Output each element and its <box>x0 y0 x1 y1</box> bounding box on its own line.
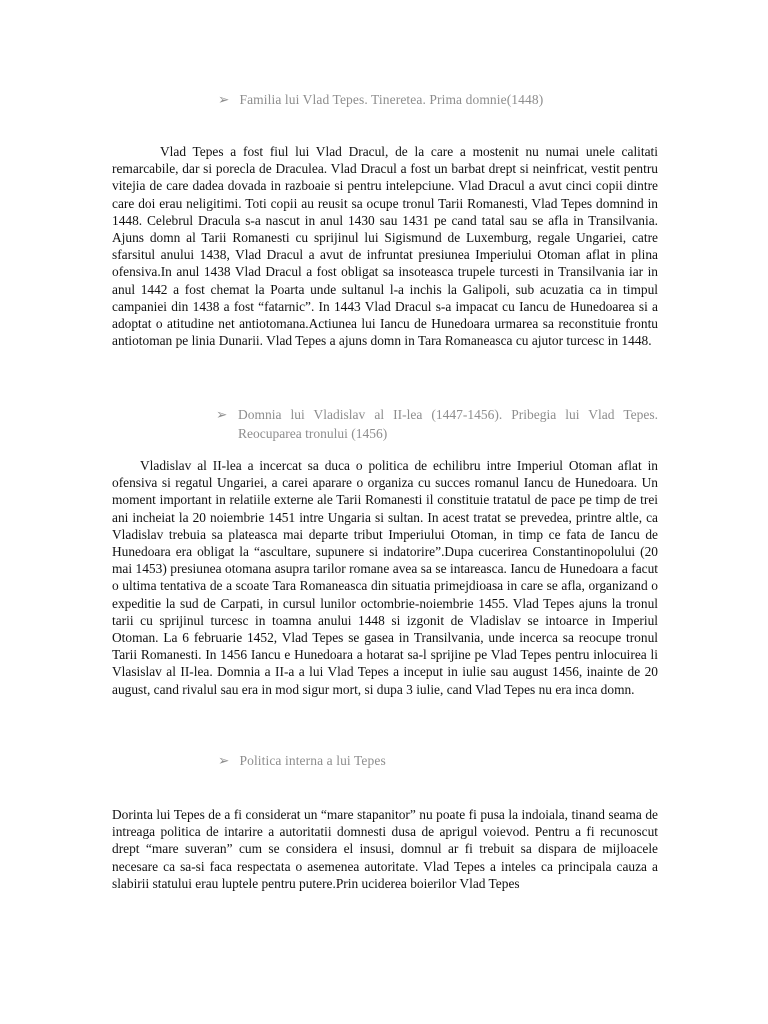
section-heading-3-text: Politica interna a lui Tepes <box>239 753 386 768</box>
paragraph-1: Vlad Tepes a fost fiul lui Vlad Dracul, de la care a mostenit nu numai unele calitati remarcabile, dar si porecla de Draculea. Vlad Dracul a fost un barbat drept si neinfricat, vestit pentru vitejia de care dadea dovada in razboaie si pentru intelepciune. Vlad Dracul a avut cinci copii dintre care doi erau neligitimi. Toti copii au reusit sa ocupe tronul Tarii Romanesti, Vlad Tepes domnind in 1448. Celebrul Dracula s-a nascut in anul 1430 sau 1431 pe cand tatal sau se afla in Transilvania. Ajuns domn al Tarii Romanesti cu sprijinul lui Sigismund de Luxemburg, regale Ungariei, catre sfarsitul anului 1438, Vlad Dracul a avut de infruntat presiunea Imperiului Otoman aflat in plina ofensiva.In anul 1438 Vlad Dracul a fost obligat sa insoteasca trupele turcesti in Transilvania iar in anul 1442 a fost chemat la Poarta unde sultanul l-a inchis la Galipoli, sub acuzatia ca in timpul campaniei din 1438 a fost “fatarnic”. In 1443 Vlad Dracul s-a impacat cu Iancu de Hunedoarea si a adoptat o atitudine net antiotomana.Actiunea lui Iancu de Hunedoara urmarea sa reconstituie frontu antiotoman pe linia Dunarii. Vlad Tepes a ajuns domn in Tara Romaneasca cu ajutor turcesc in 1448. <box>112 144 658 349</box>
paragraph-2: Vladislav al II-lea a incercat sa duca o politica de echilibru intre Imperiul Otoman aflat in ofensiva si regatul Ungariei, a carei aparare o organiza cu succes romanul Iancu de Hunedoara. Un moment important in relatiile externe ale Tarii Romanesti il constituie tratatul de pace pe timp de trei ani incheiat la 20 noiembrie 1451 intre Ungaria si sultan. In acest tratat se prevedea, printre altle, ca Vladislav trebuia sa plateasca mai departe tribut Imperiului Otoman, in timp ce fata de Iancu de Hunedoara era obligat la “ascultare, supunere si indatorire”.Dupa cucerirea Constantinopolului (20 mai 1453) presiunea otomana asupra tarilor romane avea sa se intareasca. Iancu de Hunedoara a facut o ultima tentativa de a scoate Tara Romaneasca din situatia primejdioasa in care se afla, organizand o expeditie la sud de Carpati, in cursul lunilor octombrie-noiembrie 1455. Vlad Tepes ajuns la tronul tarii cu sprijinul turcesc in toamna anului 1448 si izgonit de Vladislav se intoarce in Imperiul Otoman. La 6 februarie 1452, Vlad Tepes se gasea in Transilvania, unde incerca sa reocupe tronul Tarii Romanesti. In 1456 Iancu e Hunedoara a hotarat sa-l sprijine pe Vlad Tepes pentru inlocuirea li Vlasislav al II-lea. Domnia a II-a a lui Vlad Tepes a inceput in iulie sau august 1456, inainte de 20 august, cand rivalul sau era in mod sigur mort, si dupa 3 iulie, cand Vlad Tepes nu era inca domn. <box>112 458 658 697</box>
arrowhead-bullet-icon: ➢ <box>218 753 230 768</box>
section-heading-3 <box>218 753 386 769</box>
section-heading-2 <box>216 405 658 443</box>
arrowhead-bullet-icon: ➢ <box>218 92 230 107</box>
section-heading-1 <box>218 92 543 108</box>
arrowhead-bullet-icon: ➢ <box>216 407 228 422</box>
section-heading-2-text: Domnia lui Vladislav al II-lea (1447-1456). Pribegia lui Vlad Tepes. Reocuparea tronului (1456) <box>238 407 658 441</box>
paragraph-3: Dorinta lui Tepes de a fi considerat un “mare stapanitor” nu poate fi pusa la indoiala, tinand seama de intreaga politica de intarire a autoritatii domnesti dusa de aprigul voievod. Pentru a fi recunoscut drept “mare suveran” cum se considera el insusi, domnul ar fi trebuit sa dispara de mijloacele necesare ca sa-si faca respectata o asemenea autoritate. Vlad Tepes a inteles ca principala cauza a slabirii statului erau luptele pentru putere.Prin uciderea boierilor Vlad Tepes <box>112 807 658 891</box>
section-heading-1-text: Familia lui Vlad Tepes. Tineretea. Prima domnie(1448) <box>239 92 544 107</box>
